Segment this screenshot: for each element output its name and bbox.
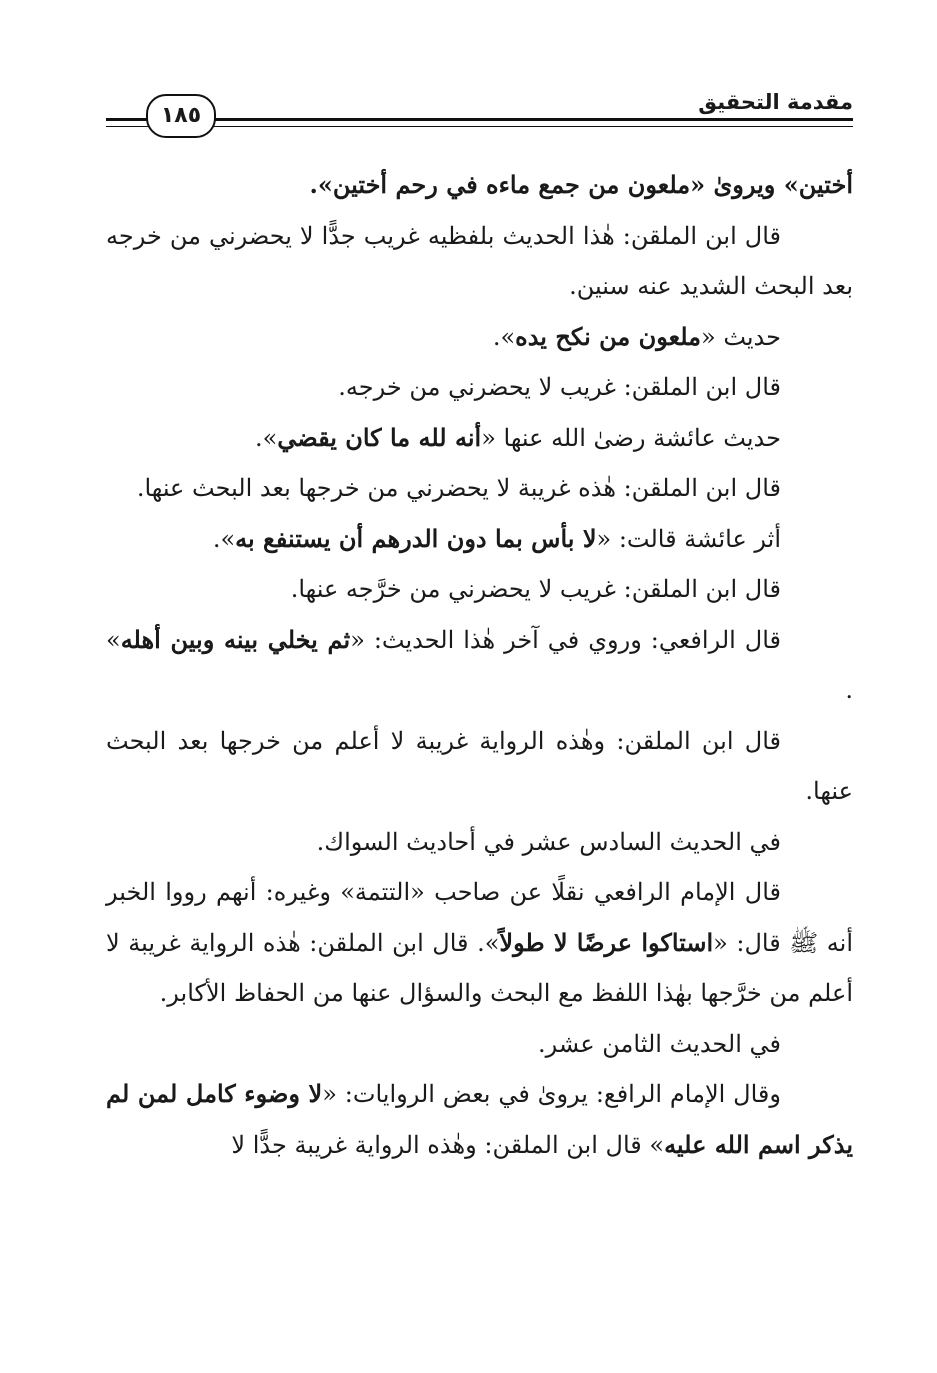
page-number: ١٨٥ [146, 94, 216, 138]
paragraph-10: قال ابن الملقن: وهٰذه الرواية غريبة لا أعلم من خرجها بعد البحث عنها. [106, 726, 853, 805]
paragraph-1: أختين» ويروىٰ «ملعون من جمع ماءه في رحم أختين». [309, 170, 853, 199]
paragraph-12: قال الإمام الرافعي نقلًا عن صاحب «التتمة» وغيره: أنهم رووا الخبر أنه ﷺ قال: «استاكوا عرضًا لا طولاً». قال ابن الملقن: هٰذه الرواية غريبة لا أعلم من خرَّجها بهٰذا اللفظ مع البحث والسؤال عنها من الحفاظ الأكابر. [106, 878, 853, 1007]
paragraph-3: حديث «ملعون من نكح يده». [492, 321, 781, 351]
paragraph-13: في الحديث الثامن عشر. [538, 1029, 781, 1058]
paragraph-7: أثر عائشة قالت: «لا بأس بما دون الدرهم أن يستنفع به». [212, 523, 781, 553]
running-title: مقدمة التحقيق [698, 90, 853, 114]
header-rule-thick [106, 118, 853, 121]
paragraph-2: قال ابن الملقن: هٰذا الحديث بلفظيه غريب جدًّا لا يحضرني من خرجه بعد البحث الشديد عنه سنين. [106, 221, 853, 300]
paragraph-11: في الحديث السادس عشر في أحاديث السواك. [316, 827, 781, 856]
paragraph-5: حديث عائشة رضىٰ الله عنها «أنه لله ما كان يقضي». [254, 422, 781, 452]
paragraph-4: قال ابن الملقن: غريب لا يحضرني من خرجه. [338, 373, 781, 401]
paragraph-6: قال ابن الملقن: هٰذه غريبة لا يحضرني من خرجها بعد البحث عنها. [136, 474, 781, 502]
paragraph-14: وقال الإمام الرافع: يروىٰ في بعض الروايات: «لا وضوء كامل لمن لم يذكر اسم الله عليه» قال ابن الملقن: وهٰذه الرواية غريبة جدًّا لا [106, 1079, 853, 1159]
page-header [106, 88, 853, 134]
body-text [106, 160, 853, 1170]
paragraph-9: قال الرافعي: وروي في آخر هٰذا الحديث: «ثم يخلي بينه وبين أهله» . [106, 624, 853, 704]
header-rule-thin [106, 126, 853, 127]
paragraph-8: قال ابن الملقن: غريب لا يحضرني من خرَّجه عنها. [290, 575, 781, 603]
